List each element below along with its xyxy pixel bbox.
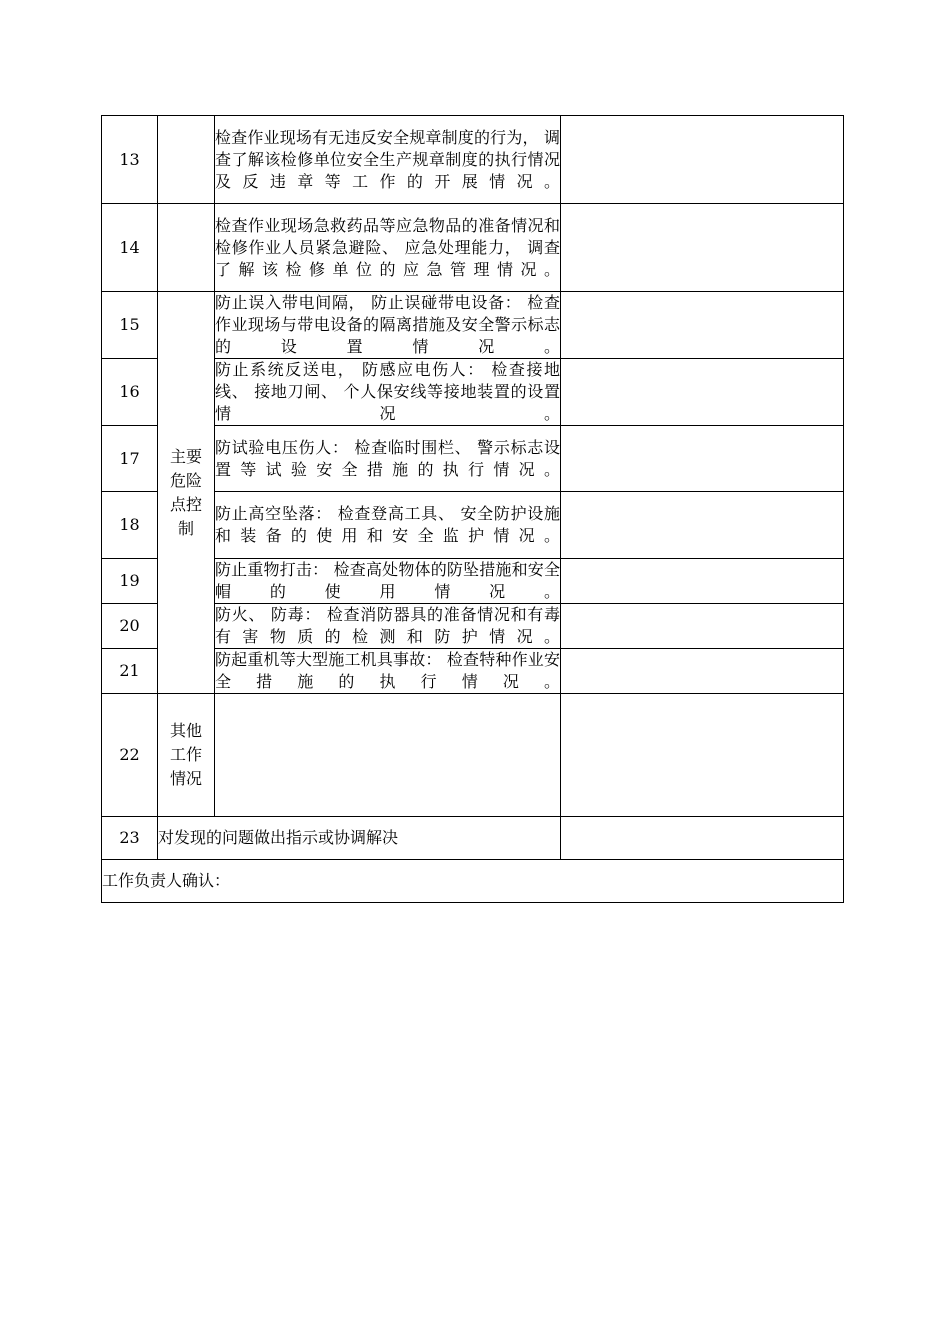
row-number: 17 xyxy=(102,426,158,492)
row-number: 21 xyxy=(102,649,158,694)
confirm-label[interactable]: 工作负责人确认： xyxy=(102,860,844,903)
result-cell[interactable] xyxy=(561,116,844,204)
item-description: 防止误入带电间隔， 防止误碰带电设备： 检查作业现场与带电设备的隔离措施及安全警示标志的设置情况。 xyxy=(215,292,561,359)
row-number: 19 xyxy=(102,559,158,604)
item-description: 防止高空坠落： 检查登高工具、 安全防护设施和装备的使用和安全监护情况。 xyxy=(215,492,561,559)
result-cell[interactable] xyxy=(561,492,844,559)
item-description: 检查作业现场急救药品等应急物品的准备情况和检修作业人员紧急避险、 应急处理能力， 调查了解该检修单位的应急管理情况。 xyxy=(215,204,561,292)
category-other-work xyxy=(158,694,215,817)
result-cell[interactable] xyxy=(561,694,844,817)
table-row xyxy=(102,204,844,292)
item-description-empty[interactable] xyxy=(215,694,561,817)
table-row xyxy=(102,116,844,204)
inspection-table xyxy=(101,115,844,903)
table-row xyxy=(102,694,844,817)
item-description: 对发现的问题做出指示或协调解决 xyxy=(158,817,561,860)
row-number: 18 xyxy=(102,492,158,559)
category-label: 主要危险点控制 xyxy=(169,446,202,538)
table-row xyxy=(102,817,844,860)
result-cell[interactable] xyxy=(561,292,844,359)
row-number: 13 xyxy=(102,116,158,204)
category-label: 其他工作情况 xyxy=(169,721,202,788)
result-cell[interactable] xyxy=(561,649,844,694)
row-number: 15 xyxy=(102,292,158,359)
result-cell[interactable] xyxy=(561,559,844,604)
category-cell-empty xyxy=(158,204,215,292)
result-cell[interactable] xyxy=(561,817,844,860)
item-description: 防起重机等大型施工机具事故： 检查特种作业安全措施的执行情况。 xyxy=(215,649,561,694)
item-description: 防火、 防毒： 检查消防器具的准备情况和有毒有害物质的检测和防护情况。 xyxy=(215,604,561,649)
category-major-hazard xyxy=(158,292,215,694)
item-description: 防止系统反送电， 防感应电伤人： 检查接地线、 接地刀闸、 个人保安线等接地装置的设置情况。 xyxy=(215,359,561,426)
result-cell[interactable] xyxy=(561,604,844,649)
category-cell-empty xyxy=(158,116,215,204)
item-description: 检查作业现场有无违反安全规章制度的行为， 调查了解该检修单位安全生产规章制度的执行情况及反违章等工作的开展情况。 xyxy=(215,116,561,204)
result-cell[interactable] xyxy=(561,426,844,492)
result-cell[interactable] xyxy=(561,359,844,426)
row-number: 16 xyxy=(102,359,158,426)
item-description: 防试验电压伤人： 检查临时围栏、 警示标志设置等试验安全措施的执行情况。 xyxy=(215,426,561,492)
result-cell[interactable] xyxy=(561,204,844,292)
row-number: 20 xyxy=(102,604,158,649)
row-number: 23 xyxy=(102,817,158,860)
table-row xyxy=(102,860,844,903)
row-number: 22 xyxy=(102,694,158,817)
item-description: 防止重物打击： 检查高处物体的防坠措施和安全帽的使用情况。 xyxy=(215,559,561,604)
table-row xyxy=(102,292,844,359)
row-number: 14 xyxy=(102,204,158,292)
